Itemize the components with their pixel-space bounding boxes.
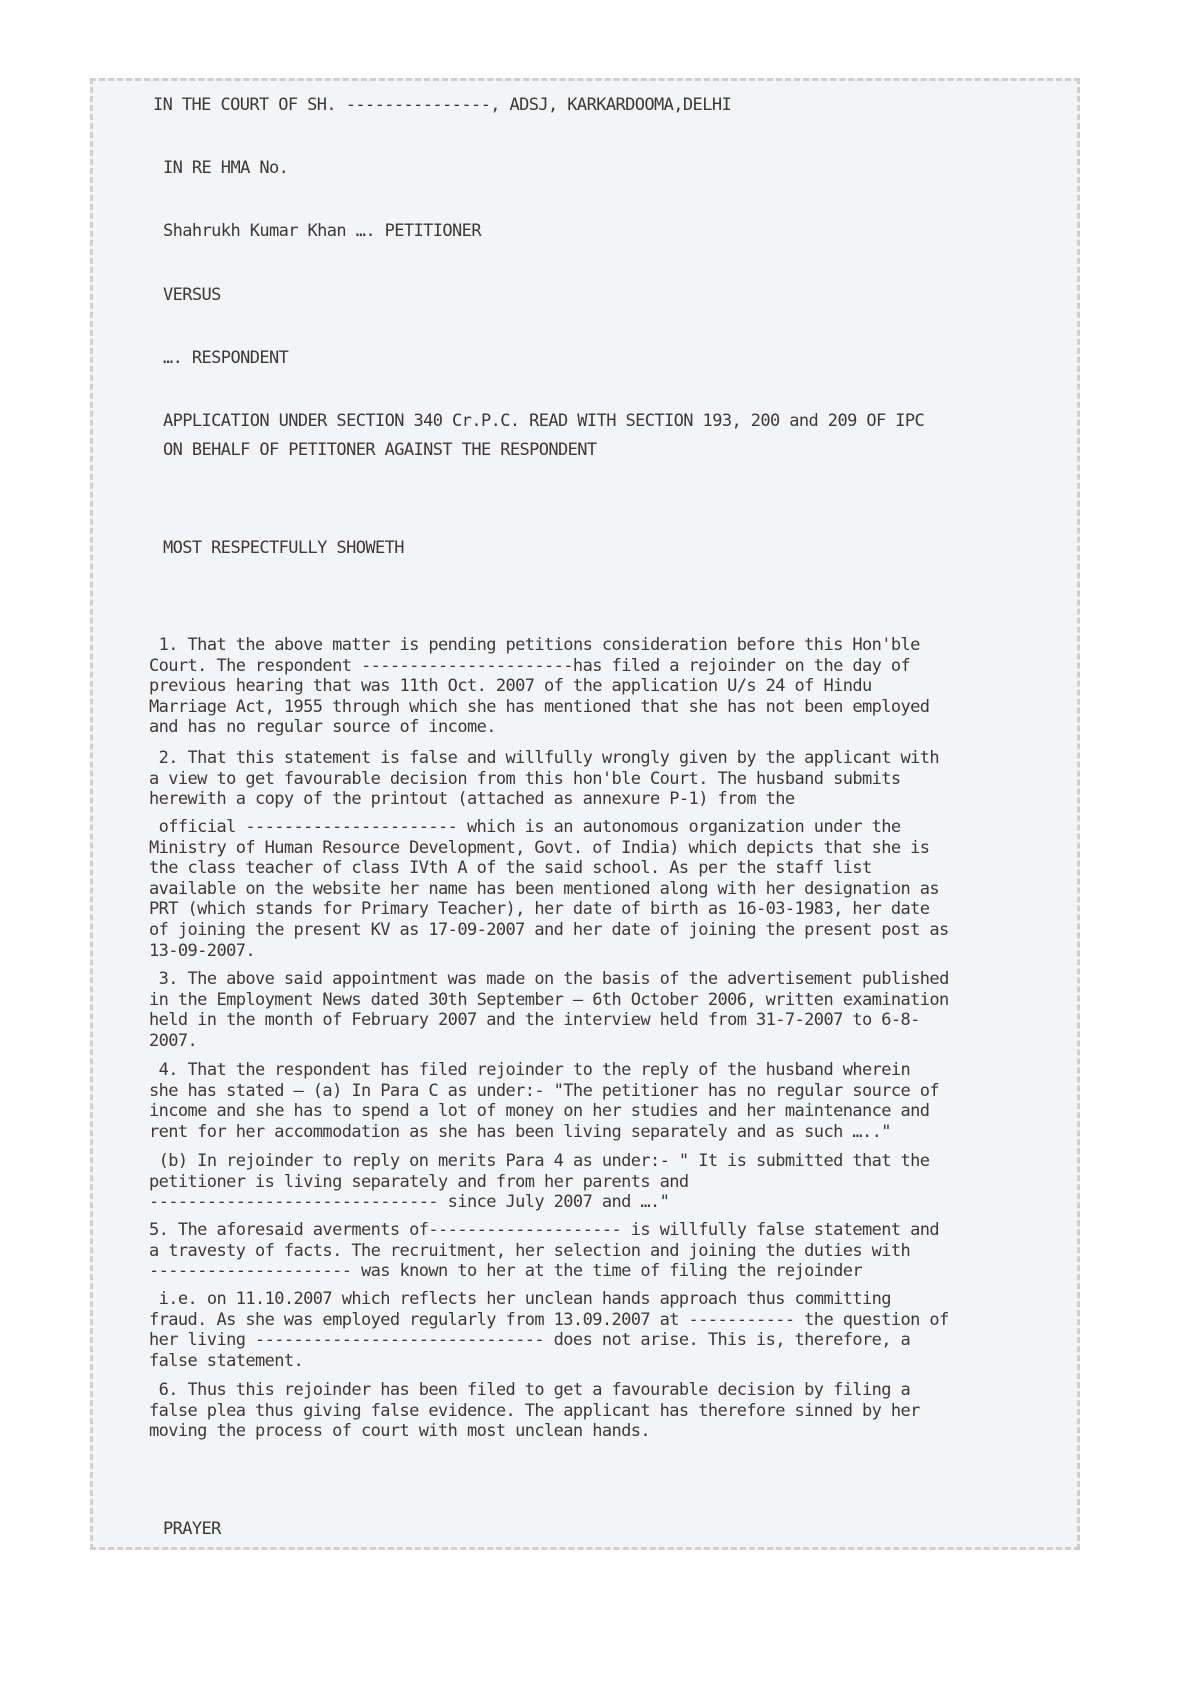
application-title-line-1: APPLICATION UNDER SECTION 340 Cr.P.C. READ WITH SECTION 193, 200 and 209 OF IPC xyxy=(163,411,925,431)
paragraph-2-continued: official ---------------------- which is an autonomous organization under the Ministry of Human Resource Development, Govt. of India) which depicts that she is the class teacher of class IVth A of the said school. As per the staff list available on the website her name has been mentioned along with her designation as PRT (which stands for Primary Teacher), her date of birth as 16-03-1983, her date of joining the present KV as 17-09-2007 and her date of joining the present post as 13-09-2007. xyxy=(149,817,949,961)
paragraph-6: 6. Thus this rejoinder has been filed to get a favourable decision by filing a false plea thus giving false evidence. The applicant has therefore sinned by her moving the process of court with most unclean hands. xyxy=(149,1380,920,1442)
case-number: IN RE HMA No. xyxy=(163,158,289,178)
court-header: IN THE COURT OF SH. ---------------, ADSJ, KARKARDOOMA,DELHI xyxy=(153,95,732,115)
application-title-line-2: ON BEHALF OF PETITONER AGAINST THE RESPONDENT xyxy=(163,440,597,460)
paragraph-2: 2. That this statement is false and willfully wrongly given by the applicant with a view to get favourable decision from this hon'ble Court. The husband submits herewith a copy of the printout (attached as annexure P-1) from the xyxy=(149,748,940,810)
paragraph-4a: 4. That the respondent has filed rejoinder to the reply of the husband wherein she has stated – (a) In Para C as under:- "The petitioner has no regular source of income and she has to spend a lot of money on her studies and her maintenance and rent for her accommodation as she has been living separately and as such ….." xyxy=(149,1060,940,1142)
paragraph-4b: (b) In rejoinder to reply on merits Para 4 as under:- " It is submitted that the petitioner is living separately and from her parents and ------------------------------ since July 2007 and …." xyxy=(149,1151,930,1213)
paragraph-1: 1. That the above matter is pending petitions consideration before this Hon'ble Court. The respondent ----------------------has filed a rejoinder on the day of previous hearing that was 11th Oct. 2007 of the application U/s 24 of Hindu Marriage Act, 1955 through which she has mentioned that she has not been employed and has no regular source of income. xyxy=(149,635,930,738)
paragraph-3: 3. The above said appointment was made on the basis of the advertisement published in the Employment News dated 30th September – 6th October 2006, written examination held in the month of February 2007 and the interview held from 31-7-2007 to 6-8- 2007. xyxy=(149,969,949,1051)
paragraph-5: 5. The aforesaid averments of-------------------- is willfully false statement and a travesty of facts. The recruitment, her selection and joining the duties with --------------------- was known to her at the time of filing the rejoinder xyxy=(149,1220,940,1282)
versus-line: VERSUS xyxy=(163,285,221,305)
prayer-heading: PRAYER xyxy=(163,1519,221,1539)
showeth-heading: MOST RESPECTFULLY SHOWETH xyxy=(163,538,404,558)
paragraph-5-continued: i.e. on 11.10.2007 which reflects her unclean hands approach thus committing fraud. As she was employed regularly from 13.09.2007 at ----------- the question of her living ------------------------------ does not arise. This is, therefore, a false statement. xyxy=(149,1289,949,1371)
document-page xyxy=(90,78,1080,1550)
respondent-line: …. RESPONDENT xyxy=(163,348,289,368)
petitioner-line: Shahrukh Kumar Khan …. PETITIONER xyxy=(163,221,481,241)
